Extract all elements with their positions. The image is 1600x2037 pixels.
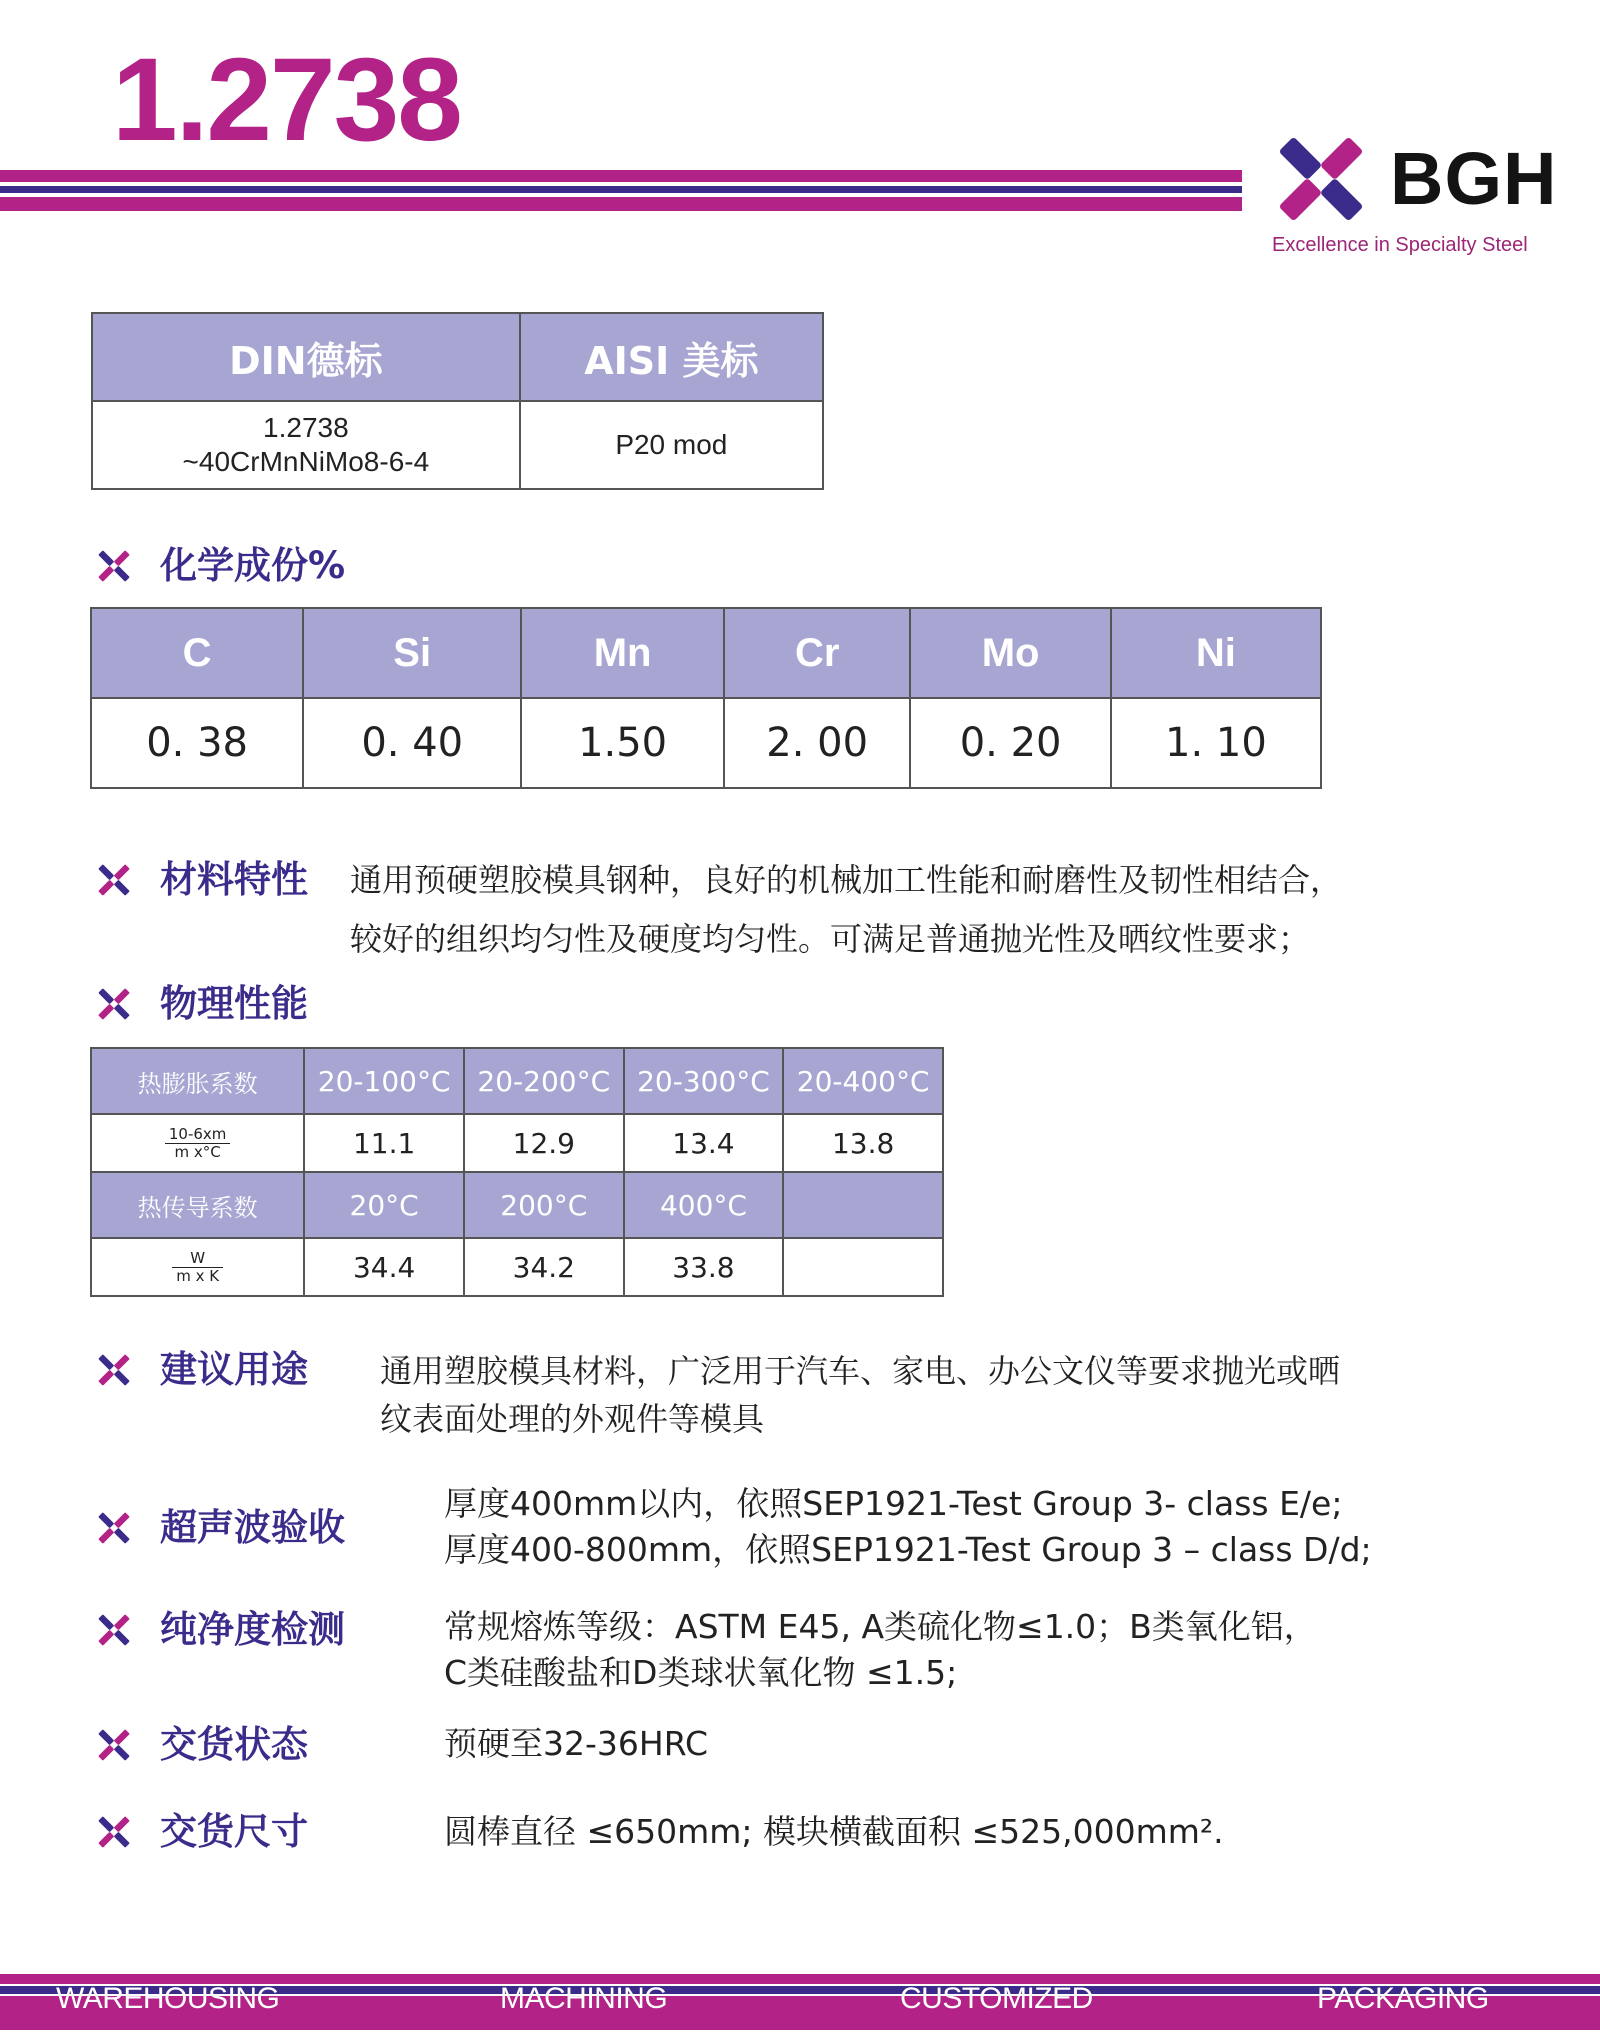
expansion-header-4: 20-400°C bbox=[783, 1048, 943, 1114]
table-row bbox=[91, 1114, 943, 1172]
material-properties-line2: 较好的组织均匀性及硬度均匀性。可满足普通抛光性及晒纹性要求； bbox=[350, 920, 1311, 958]
bgh-logo-icon bbox=[1268, 126, 1374, 232]
conductivity-header-1: 20°C bbox=[304, 1172, 464, 1238]
material-properties-line1: 通用预硬塑胶模具钢种，良好的机械加工性能和耐磨性及韧性相结合， bbox=[350, 861, 1343, 899]
delivery-size-title: 交货尺寸 bbox=[160, 1810, 308, 1853]
cleanliness-line2: C类硅酸盐和D类球状氧化物 ≤1.5; bbox=[444, 1653, 958, 1692]
conductivity-value-1: 34.4 bbox=[304, 1238, 464, 1296]
conductivity-unit-fraction bbox=[172, 1250, 223, 1285]
expansion-header-2: 20-200°C bbox=[464, 1048, 624, 1114]
din-header: DIN德标 bbox=[92, 313, 520, 401]
usage-line2: 纹表面处理的外观件等模具 bbox=[380, 1400, 765, 1438]
page-title: 1.2738 bbox=[112, 34, 461, 166]
expansion-unit-denominator: m x°C bbox=[174, 1142, 221, 1161]
bgh-x-icon bbox=[92, 1506, 136, 1550]
conductivity-header-empty bbox=[783, 1172, 943, 1238]
delivery-size-text: 圆棒直径 ≤650mm; 模块横截面积 ≤525,000mm². bbox=[444, 1812, 1224, 1851]
conductivity-unit-numerator: W bbox=[172, 1250, 223, 1268]
expansion-value-3: 13.4 bbox=[624, 1114, 784, 1172]
expansion-value-4: 13.8 bbox=[783, 1114, 943, 1172]
standards-table bbox=[91, 312, 824, 490]
aisi-value: P20 mod bbox=[520, 401, 823, 489]
ultrasonic-line2: 厚度400-800mm，依照SEP1921-Test Group 3 – class D/d; bbox=[444, 1530, 1372, 1569]
value-c: 0. 38 bbox=[91, 698, 303, 788]
value-mo: 0. 20 bbox=[910, 698, 1110, 788]
usage-title: 建议用途 bbox=[160, 1348, 308, 1391]
din-number: 1.2738 bbox=[263, 412, 349, 443]
value-cr: 2. 00 bbox=[724, 698, 910, 788]
table-row bbox=[91, 1172, 943, 1238]
bgh-x-icon bbox=[92, 544, 136, 588]
ultrasonic-title: 超声波验收 bbox=[160, 1506, 345, 1549]
value-mn: 1.50 bbox=[521, 698, 724, 788]
header-stripe-bottom bbox=[0, 197, 1242, 211]
expansion-label: 热膨胀系数 bbox=[91, 1048, 304, 1114]
brand-name: BGH bbox=[1390, 137, 1558, 220]
delivery-state-title: 交货状态 bbox=[160, 1723, 308, 1766]
conductivity-value-2: 34.2 bbox=[464, 1238, 624, 1296]
aisi-header: AISI 美标 bbox=[520, 313, 823, 401]
bgh-x-icon bbox=[92, 1348, 136, 1392]
table-row bbox=[91, 698, 1321, 788]
conductivity-unit-denominator: m x K bbox=[176, 1266, 220, 1285]
table-row bbox=[91, 608, 1321, 698]
chemistry-title: 化学成份% bbox=[160, 544, 346, 587]
header-stripe-middle bbox=[0, 186, 1242, 193]
brand-tagline: Excellence in Specialty Steel bbox=[1272, 234, 1528, 256]
expansion-unit-fraction bbox=[165, 1126, 231, 1161]
material-properties-title: 材料特性 bbox=[160, 858, 308, 901]
value-si: 0. 40 bbox=[303, 698, 521, 788]
conductivity-value-3: 33.8 bbox=[624, 1238, 784, 1296]
bgh-x-icon bbox=[92, 1810, 136, 1854]
header-stripe-top bbox=[0, 170, 1242, 182]
expansion-value-1: 11.1 bbox=[304, 1114, 464, 1172]
physical-table bbox=[90, 1047, 944, 1297]
element-mo: Mo bbox=[910, 608, 1110, 698]
usage-line1: 通用塑胶模具材料，广泛用于汽车、家电、办公文仪等要求抛光或晒 bbox=[380, 1352, 1341, 1390]
din-grade: ~40CrMnNiMo8-6-4 bbox=[182, 446, 430, 477]
conductivity-label: 热传导系数 bbox=[91, 1172, 304, 1238]
footer-customized: CUSTOMIZED bbox=[900, 1982, 1093, 2015]
conductivity-unit bbox=[91, 1238, 304, 1296]
bgh-x-icon bbox=[92, 982, 136, 1026]
element-si: Si bbox=[303, 608, 521, 698]
cleanliness-line1: 常规熔炼等级：ASTM E45, A类硫化物≤1.0；B类氧化铝， bbox=[444, 1607, 1317, 1646]
table-row bbox=[91, 1238, 943, 1296]
expansion-unit bbox=[91, 1114, 304, 1172]
footer-warehousing: WAREHOUSING bbox=[56, 1982, 280, 2015]
element-mn: Mn bbox=[521, 608, 724, 698]
value-ni: 1. 10 bbox=[1111, 698, 1321, 788]
expansion-header-3: 20-300°C bbox=[624, 1048, 784, 1114]
conductivity-header-3: 400°C bbox=[624, 1172, 784, 1238]
physical-title: 物理性能 bbox=[160, 982, 308, 1025]
expansion-unit-numerator: 10-6xm bbox=[165, 1126, 231, 1144]
table-row bbox=[92, 313, 823, 401]
table-row bbox=[91, 1048, 943, 1114]
bgh-x-icon bbox=[92, 1608, 136, 1652]
footer-packaging: PACKAGING bbox=[1317, 1982, 1489, 2015]
bgh-x-icon bbox=[92, 858, 136, 902]
table-row bbox=[92, 401, 823, 489]
din-value bbox=[92, 401, 520, 489]
chemistry-table bbox=[90, 607, 1322, 789]
cleanliness-title: 纯净度检测 bbox=[160, 1608, 345, 1651]
expansion-value-2: 12.9 bbox=[464, 1114, 624, 1172]
element-ni: Ni bbox=[1111, 608, 1321, 698]
delivery-state-text: 预硬至32-36HRC bbox=[444, 1724, 709, 1763]
conductivity-value-empty bbox=[783, 1238, 943, 1296]
bgh-x-icon bbox=[92, 1723, 136, 1767]
footer-machining: MACHINING bbox=[500, 1982, 668, 2015]
element-c: C bbox=[91, 608, 303, 698]
ultrasonic-line1: 厚度400mm以内，依照SEP1921-Test Group 3- class E/e; bbox=[444, 1484, 1343, 1523]
element-cr: Cr bbox=[724, 608, 910, 698]
conductivity-header-2: 200°C bbox=[464, 1172, 624, 1238]
expansion-header-1: 20-100°C bbox=[304, 1048, 464, 1114]
